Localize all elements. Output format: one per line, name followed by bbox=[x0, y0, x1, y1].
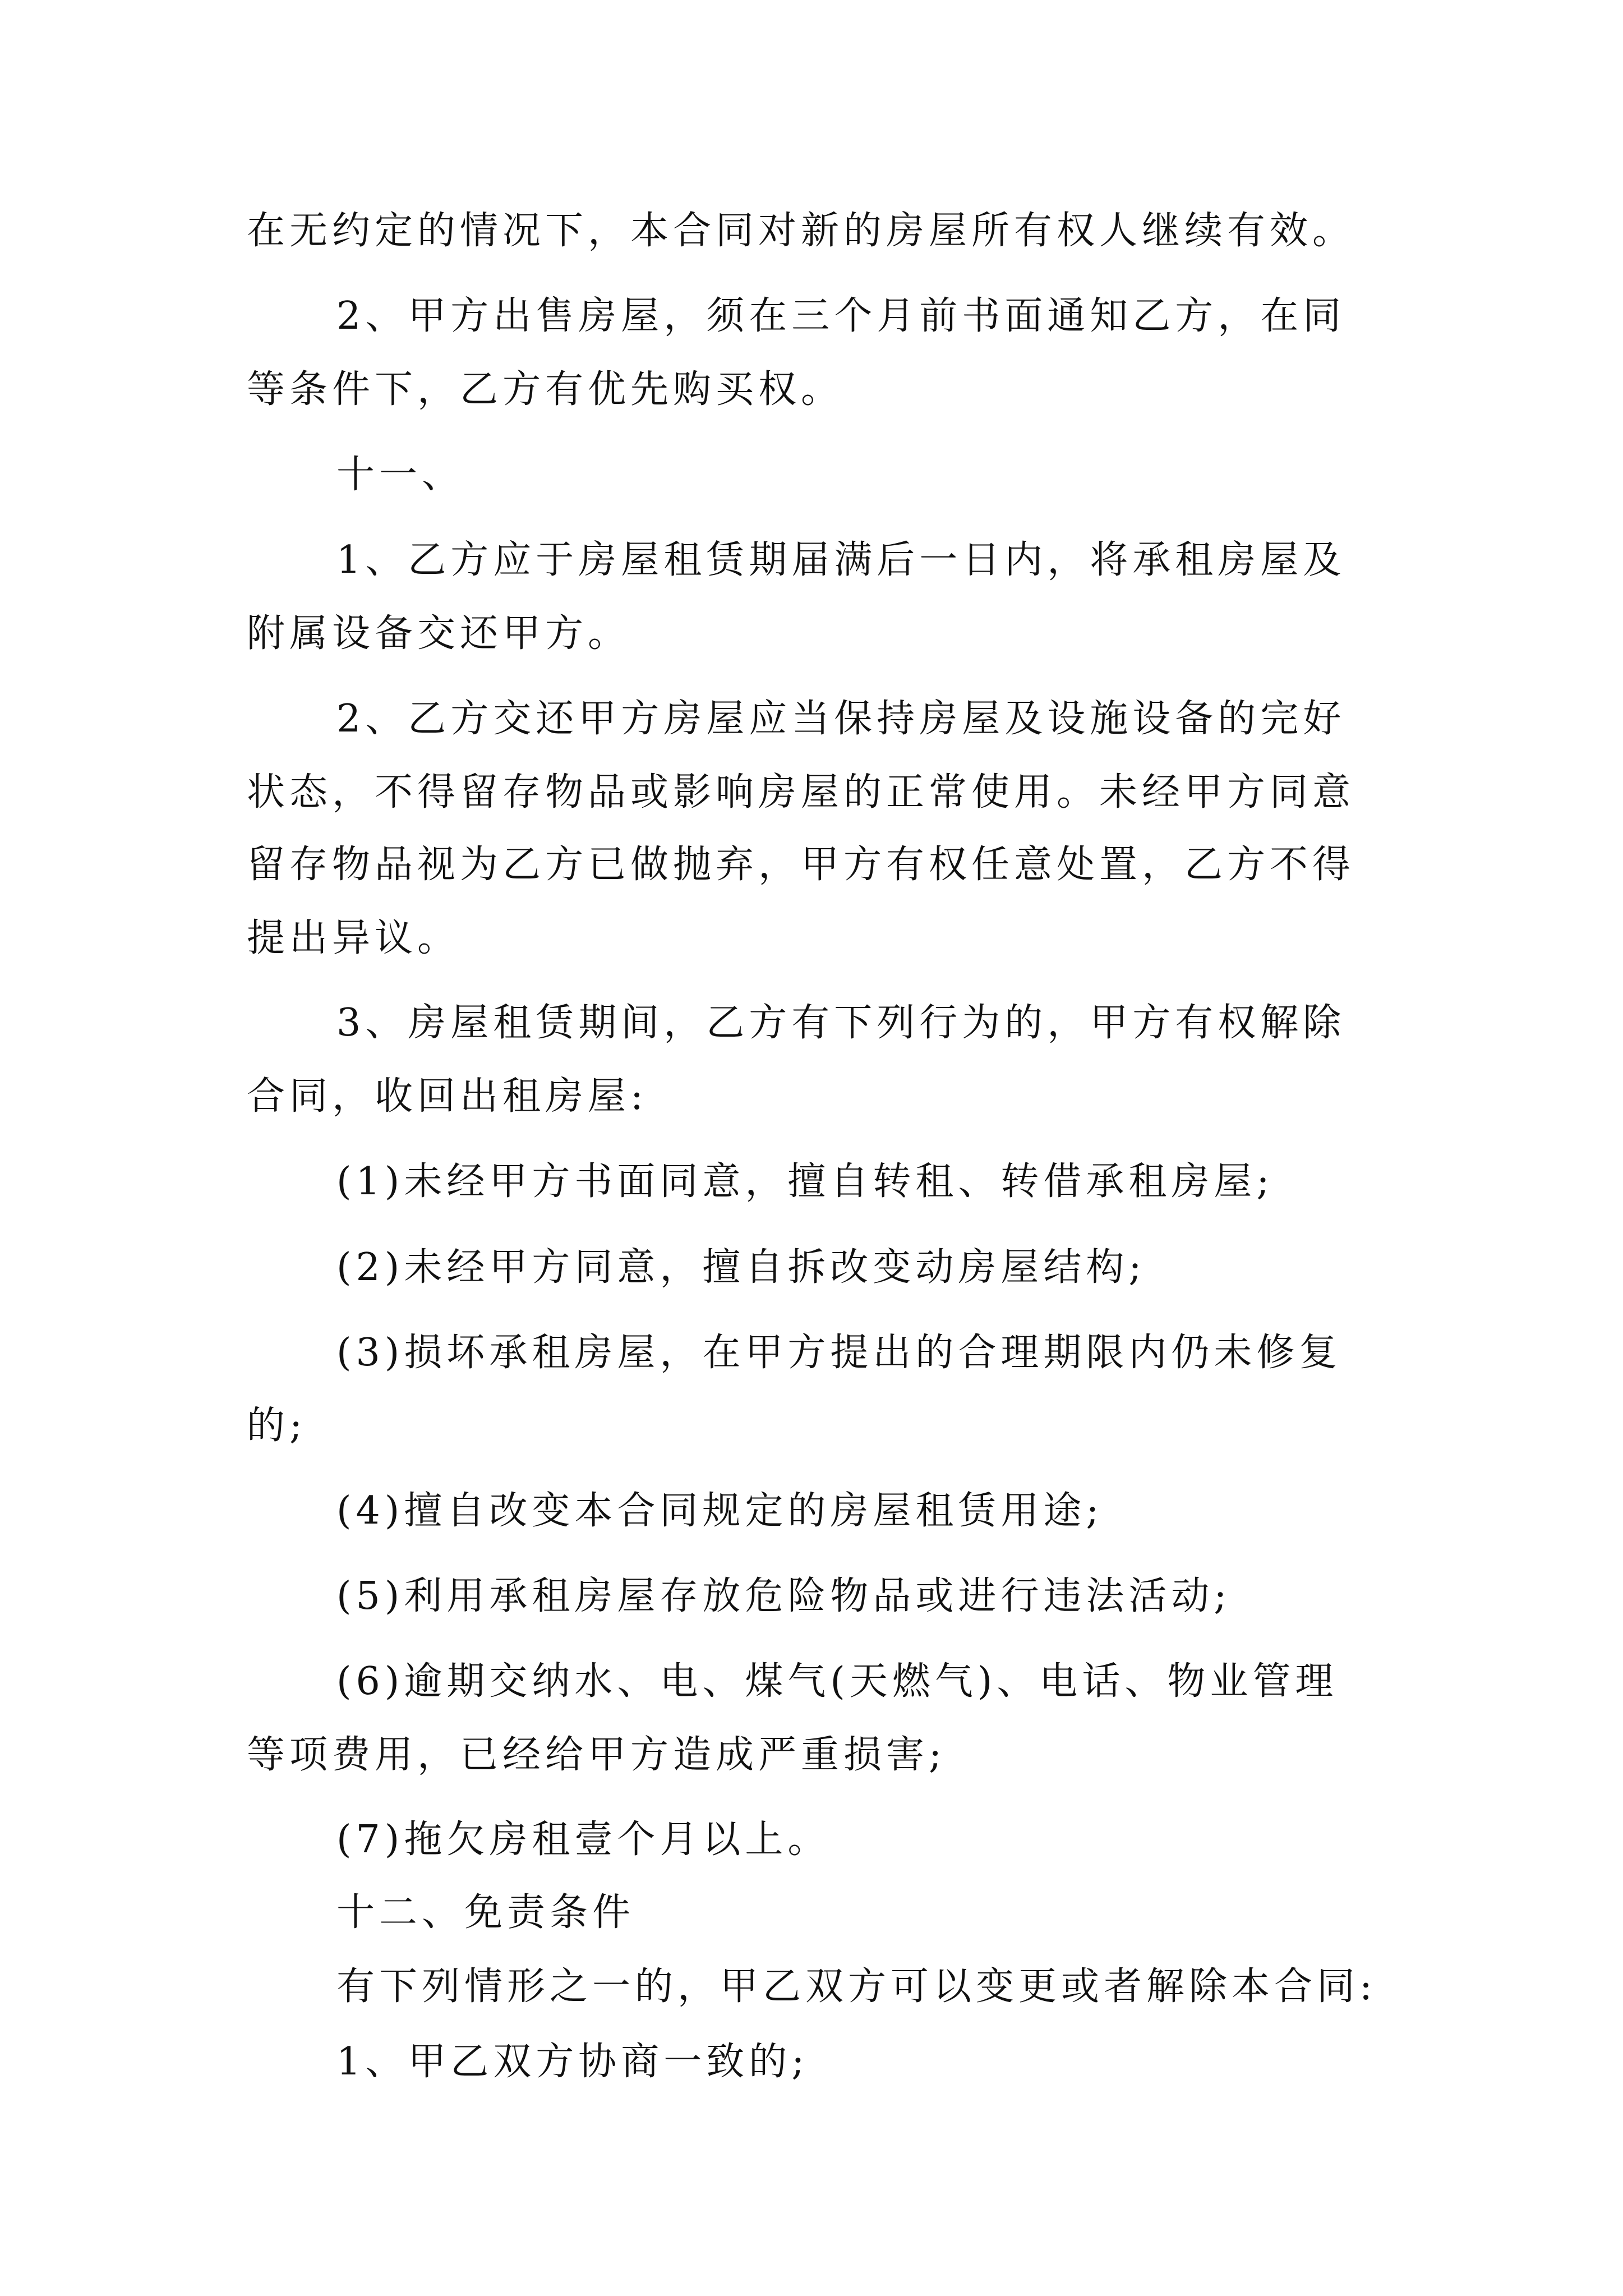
list-item-rent-arrears: (7)拖欠房租壹个月以上。 bbox=[336, 1818, 831, 1862]
list-item-change-use: (4)擅自改变本合同规定的房屋租赁用途; bbox=[336, 1489, 1104, 1533]
list-item-overdue-fees: (6)逾期交纳水、电、煤气(天燃气)、电话、物业管理 bbox=[336, 1659, 1338, 1704]
list-item-mutual-agreement: 1、甲乙双方协商一致的; bbox=[336, 2040, 809, 2084]
paragraph-line-sale-notice: 2、甲方出售房屋，须在三个月前书面通知乙方，在同 bbox=[336, 294, 1346, 338]
paragraph-line-good-condition: 2、乙方交还甲方房屋应当保持房屋及设施设备的完好 bbox=[336, 697, 1346, 741]
list-item-damage: (3)损坏承租房屋，在甲方提出的合理期限内仍未修复 bbox=[336, 1331, 1342, 1375]
paragraph-line-return-equipment: 附属设备交还甲方。 bbox=[247, 611, 631, 656]
paragraph-line-no-objection: 提出异议。 bbox=[247, 916, 460, 960]
list-item-damage-continuation: 的; bbox=[247, 1404, 307, 1448]
paragraph-line-abandoned-items: 留存物品视为乙方已做抛弃，甲方有权任意处置，乙方不得 bbox=[247, 843, 1355, 887]
paragraph-line-return-house: 1、乙方应于房屋租赁期届满后一日内，将承租房屋及 bbox=[336, 538, 1346, 582]
list-item-dangerous-goods: (5)利用承租房屋存放危险物品或进行违法活动; bbox=[336, 1574, 1232, 1618]
list-item-sublease: (1)未经甲方书面同意，擅自转租、转借承租房屋; bbox=[336, 1159, 1274, 1204]
paragraph-line-reclaim-house: 合同，收回出租房屋: bbox=[247, 1074, 648, 1119]
list-item-overdue-fees-continuation: 等项费用，已经给甲方造成严重损害; bbox=[247, 1733, 946, 1777]
paragraph-line-change-or-terminate: 有下列情形之一的，甲乙双方可以变更或者解除本合同: bbox=[336, 1964, 1377, 2009]
paragraph-line-termination-rights: 3、房屋租赁期间，乙方有下列行为的，甲方有权解除 bbox=[336, 1001, 1346, 1045]
paragraph-line-no-leftover-items: 状态，不得留存物品或影响房屋的正常使用。未经甲方同意 bbox=[247, 770, 1355, 815]
paragraph-line-preemption-right: 等条件下，乙方有优先购买权。 bbox=[247, 367, 844, 412]
section-heading-eleven: 十一、 bbox=[336, 453, 465, 497]
section-heading-twelve: 十二、免责条件 bbox=[336, 1890, 635, 1935]
paragraph-line-ownership-continuation: 在无约定的情况下，本合同对新的房屋所有权人继续有效。 bbox=[247, 209, 1355, 253]
list-item-structure-change: (2)未经甲方同意，擅自拆改变动房屋结构; bbox=[336, 1245, 1146, 1290]
